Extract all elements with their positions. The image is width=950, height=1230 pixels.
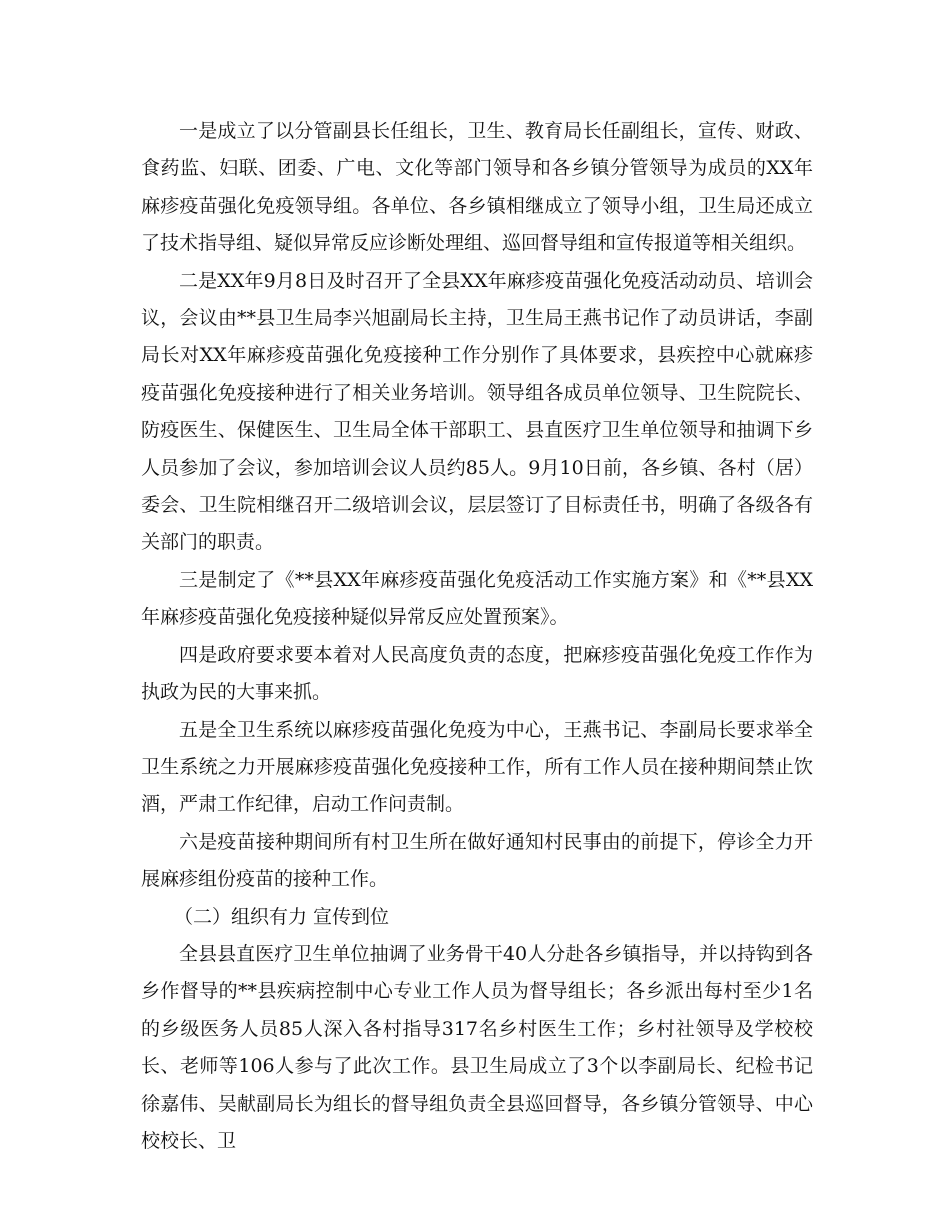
paragraph-4: 四是政府要求要本着对人民高度负责的态度，把麻疹疫苗强化免疫工作作为执政为民的大事来抓。 bbox=[141, 643, 813, 704]
paragraph-1: 一是成立了以分管副县长任组长，卫生、教育局长任副组长，宣传、财政、食药监、妇联、团委、广电、文化等部门领导和各乡镇分管领导为成员的XX年麻疹疫苗强化免疫领导组。各单位、各乡镇相继成立了领导小组，卫生局还成立了技术指导组、疑似异常反应诊断处理组、巡回督导组和宣传报道等相关组织。 bbox=[141, 120, 813, 255]
paragraph-6: 六是疫苗接种期间所有村卫生所在做好通知村民事由的前提下，停诊全力开展麻疹组份疫苗的接种工作。 bbox=[141, 830, 813, 891]
paragraph-3: 三是制定了《**县XX年麻疹疫苗强化免疫活动工作实施方案》和《**县XX年麻疹疫苗强化免疫接种疑似异常反应处置预案》。 bbox=[141, 568, 813, 629]
paragraph-2: 二是XX年9月8日及时召开了全县XX年麻疹疫苗强化免疫活动动员、培训会议，会议由**县卫生局李兴旭副局长主持，卫生局王燕书记作了动员讲话，李副局长对XX年麻疹疫苗强化免疫接种工作分别作了具体要求，县疾控中心就麻疹疫苗强化免疫接种进行了相关业务培训。领导组各成员单位领导、卫生院院长、防疫医生、保健医生、卫生局全体干部职工、县直医疗卫生单位领导和抽调下乡人员参加了会议，参加培训会议人员约85人。9月10日前，各乡镇、各村（居）委会、卫生院相继召开二级培训会议，层层签订了目标责任书，明确了各级各有关部门的职责。 bbox=[141, 269, 813, 554]
paragraph-5: 五是全卫生系统以麻疹疫苗强化免疫为中心，王燕书记、李副局长要求举全卫生系统之力开展麻疹疫苗强化免疫接种工作，所有工作人员在接种期间禁止饮酒，严肃工作纪律，启动工作问责制。 bbox=[141, 718, 813, 816]
document-body bbox=[141, 113, 813, 1160]
section-heading: （二）组织有力 宣传到位 bbox=[174, 905, 390, 928]
paragraph-final: 全县县直医疗卫生单位抽调了业务骨干40人分赴各乡镇指导，并以持钩到各乡作督导的**县疾病控制中心专业工作人员为督导组长；各乡派出每村至少1名的乡级医务人员85人深入各村指导317名乡村医生工作；乡村社领导及学校校长、老师等106人参与了此次工作。县卫生局成立了3个以李副局长、纪检书记徐嘉伟、吴献副局长为组长的督导组负责全县巡回督导，各乡镇分管领导、中心校校长、卫 bbox=[141, 942, 813, 1152]
